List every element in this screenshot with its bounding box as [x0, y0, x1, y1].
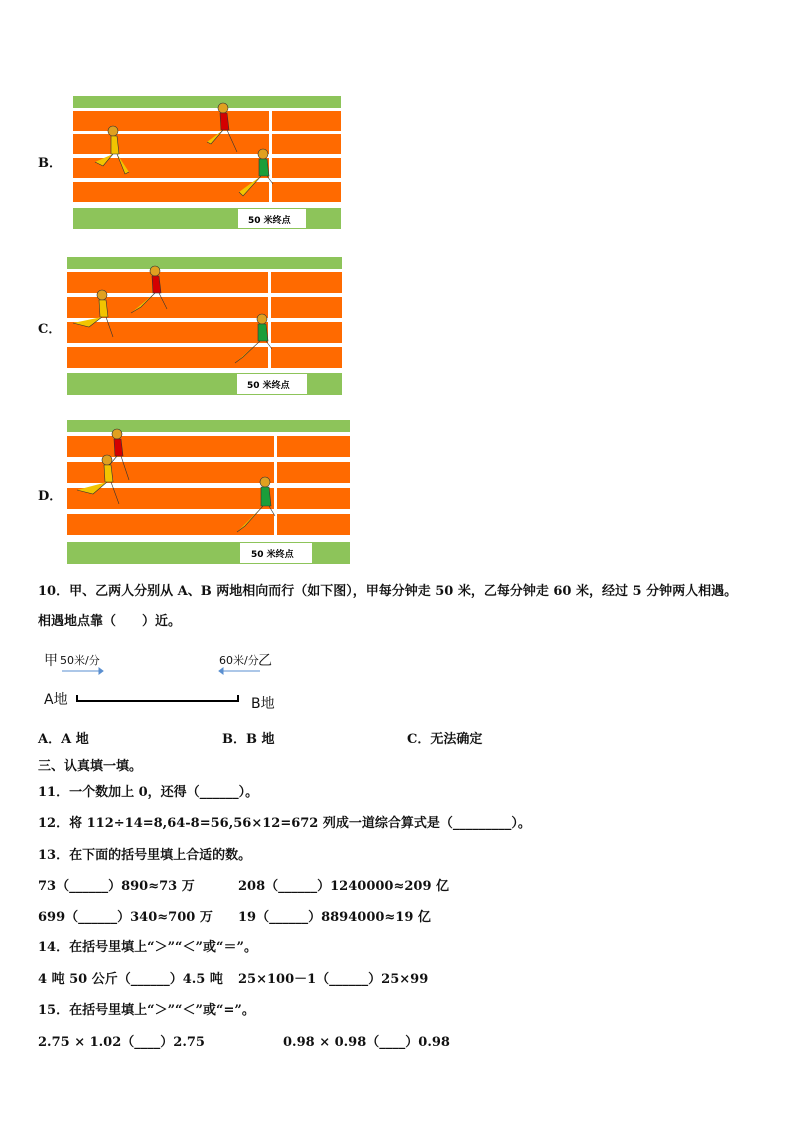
q15-a: 2.75 × 1.02（____）2.75	[38, 1035, 205, 1050]
q13-row1-a: 73（______）890≈73 万	[38, 879, 195, 894]
q14-a: 4 吨 50 公斤（______）4.5 吨	[38, 972, 223, 987]
track-image-d	[67, 420, 350, 564]
b-point-label: B地	[251, 696, 275, 712]
finish-label-d: 50 米终点	[251, 550, 294, 560]
jia-speed: 50米/分	[60, 654, 100, 667]
track-image-b	[73, 96, 341, 229]
finish-label-b: 50 米终点	[248, 216, 291, 226]
track-image-c	[67, 257, 342, 395]
option-d-label: D．	[38, 489, 63, 504]
yi-label: 乙	[258, 653, 272, 669]
right-arrow-icon	[62, 668, 103, 674]
q15-title: 15．在括号里填上“＞”“＜”或“=”。	[38, 1003, 255, 1018]
distance-line	[77, 695, 238, 702]
q10-line1: 10．甲、乙两人分别从 A、B 两地相向而行（如下图），甲每分钟走 50 米，乙每分钟走 60 米，经过 5 分钟两人相遇。	[38, 584, 738, 599]
q14-b: 25×100－1（______）25×99	[238, 972, 429, 987]
a-point-label: A地	[44, 692, 68, 708]
finish-label-c: 50 米终点	[247, 381, 290, 391]
q14-title: 14．在括号里填上“＞”“＜”或“＝”。	[38, 940, 257, 955]
q15-b: 0.98 × 0.98（____）0.98	[283, 1035, 450, 1050]
q11: 11．一个数加上 0，还得（______）。	[38, 785, 259, 800]
q12: 12．将 112÷14=8,64-8=56,56×12=672 列成一道综合算式是（_________）。	[38, 816, 531, 831]
q10-choice-a: A．A 地	[38, 732, 89, 747]
option-b-label: B．	[38, 156, 62, 171]
jia-label: 甲	[44, 653, 58, 669]
q10-choice-c: C．无法确定	[407, 732, 483, 747]
q13-row2-b: 19（______）8894000≈19 亿	[238, 910, 431, 925]
q10-line2: 相遇地点靠（ ）近。	[38, 614, 182, 629]
option-c-label: C．	[38, 322, 62, 337]
q10-choice-b: B．B 地	[222, 732, 275, 747]
q13-title: 13．在下面的括号里填上合适的数。	[38, 848, 252, 863]
section-3-title: 三、认真填一填。	[38, 759, 143, 774]
q13-row1-b: 208（______）1240000≈209 亿	[238, 879, 450, 894]
yi-speed: 60米/分	[219, 654, 259, 667]
q13-row2-a: 699（______）340≈700 万	[38, 910, 213, 925]
path-diagram	[55, 663, 275, 708]
left-arrow-icon	[219, 668, 260, 674]
